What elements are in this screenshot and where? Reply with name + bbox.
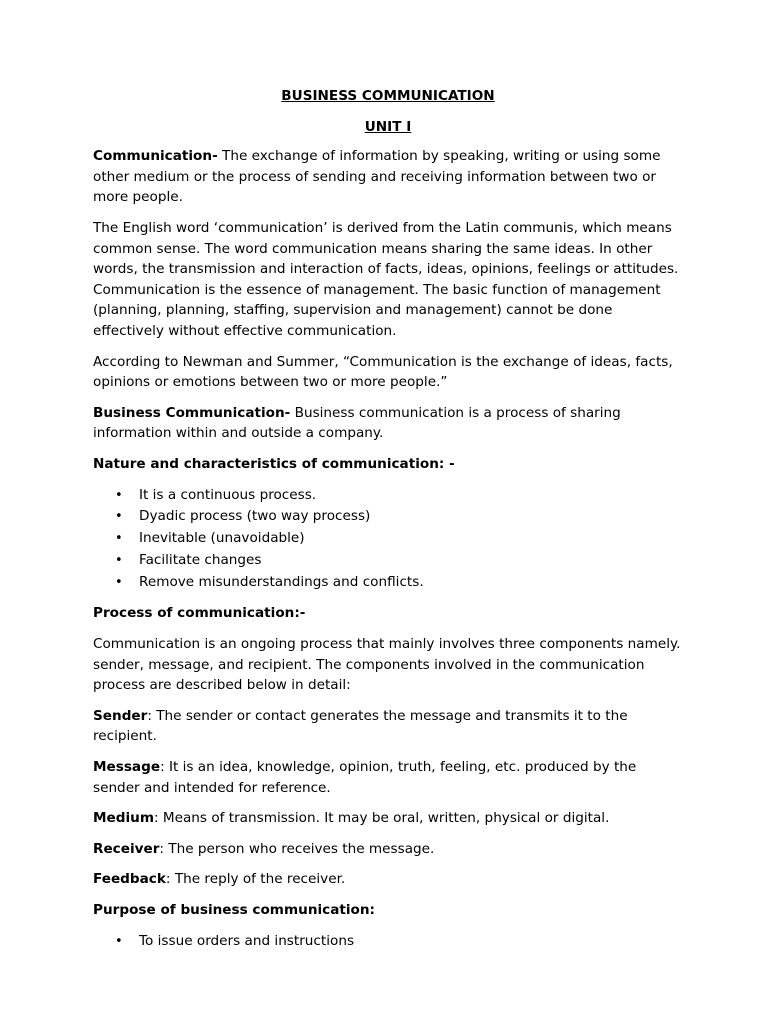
list-item: • To issue orders and instructions xyxy=(93,931,683,953)
list-item: • It is a continuous process. xyxy=(93,485,683,507)
component-feedback: Feedback: The reply of the receiver. xyxy=(93,871,346,888)
list-item: • Inevitable (unavoidable) xyxy=(93,528,683,550)
business-communication-text: Business communication is a process of sharing information within and outside a company. xyxy=(93,404,621,442)
newman-quote-paragraph: According to Newman and Summer, “Communication is the exchange of ideas, facts, opinions or emotions between two or more people.” xyxy=(93,353,673,391)
purpose-heading: Purpose of business communication: xyxy=(93,902,375,919)
communication-definition xyxy=(93,146,683,208)
bullet-icon: • xyxy=(115,574,123,590)
document-page xyxy=(93,86,683,962)
bullet-icon: • xyxy=(115,487,123,503)
unit-heading: UNIT I xyxy=(364,118,412,135)
bullet-icon: • xyxy=(115,509,123,525)
component-sender: Sender: The sender or contact generates the message and transmits it to the recipient. xyxy=(93,707,628,745)
english-word-paragraph: The English word ‘communication’ is derived from the Latin communis, which means common sense. The word communication means sharing the same ideas. In other words, the transmission and interaction of facts, ideas, opinions, feelings or attitudes. Communication is the essence of management. The basic function of management (planning, planning, staffing, supervision and management) cannot be done effectively without effective communication. xyxy=(93,219,679,339)
nature-heading: Nature and characteristics of communication: - xyxy=(93,455,455,472)
component-message: Message: It is an idea, knowledge, opinion, truth, feeling, etc. produced by the sender and intended for reference. xyxy=(93,759,637,796)
component-medium: Medium: Means of transmission. It may be oral, written, physical or digital. xyxy=(93,810,610,827)
business-communication-definition xyxy=(93,403,683,444)
communication-term: Communication- xyxy=(93,148,218,165)
document-title: BUSINESS COMMUNICATION xyxy=(281,88,495,104)
bullet-icon: • xyxy=(115,933,123,949)
bullet-icon: • xyxy=(115,552,123,568)
nature-list xyxy=(93,485,683,594)
business-communication-term: Business Communication- xyxy=(93,404,291,421)
purpose-list xyxy=(93,931,683,953)
bullet-icon: • xyxy=(115,531,123,547)
list-item: • Remove misunderstandings and conflicts. xyxy=(93,572,683,594)
component-receiver: Receiver: The person who receives the message. xyxy=(93,840,435,857)
process-heading: Process of communication:- xyxy=(93,605,306,622)
list-item: • Dyadic process (two way process) xyxy=(93,506,683,528)
list-item: • Facilitate changes xyxy=(93,550,683,572)
process-paragraph: Communication is an ongoing process that mainly involves three components namely. sender, message, and recipient. The components involved in the communication process are described below in detail: xyxy=(93,636,681,694)
communication-text: The exchange of information by speaking, writing or using some other medium or the process of sending and receiving information between two or more people. xyxy=(93,148,661,206)
